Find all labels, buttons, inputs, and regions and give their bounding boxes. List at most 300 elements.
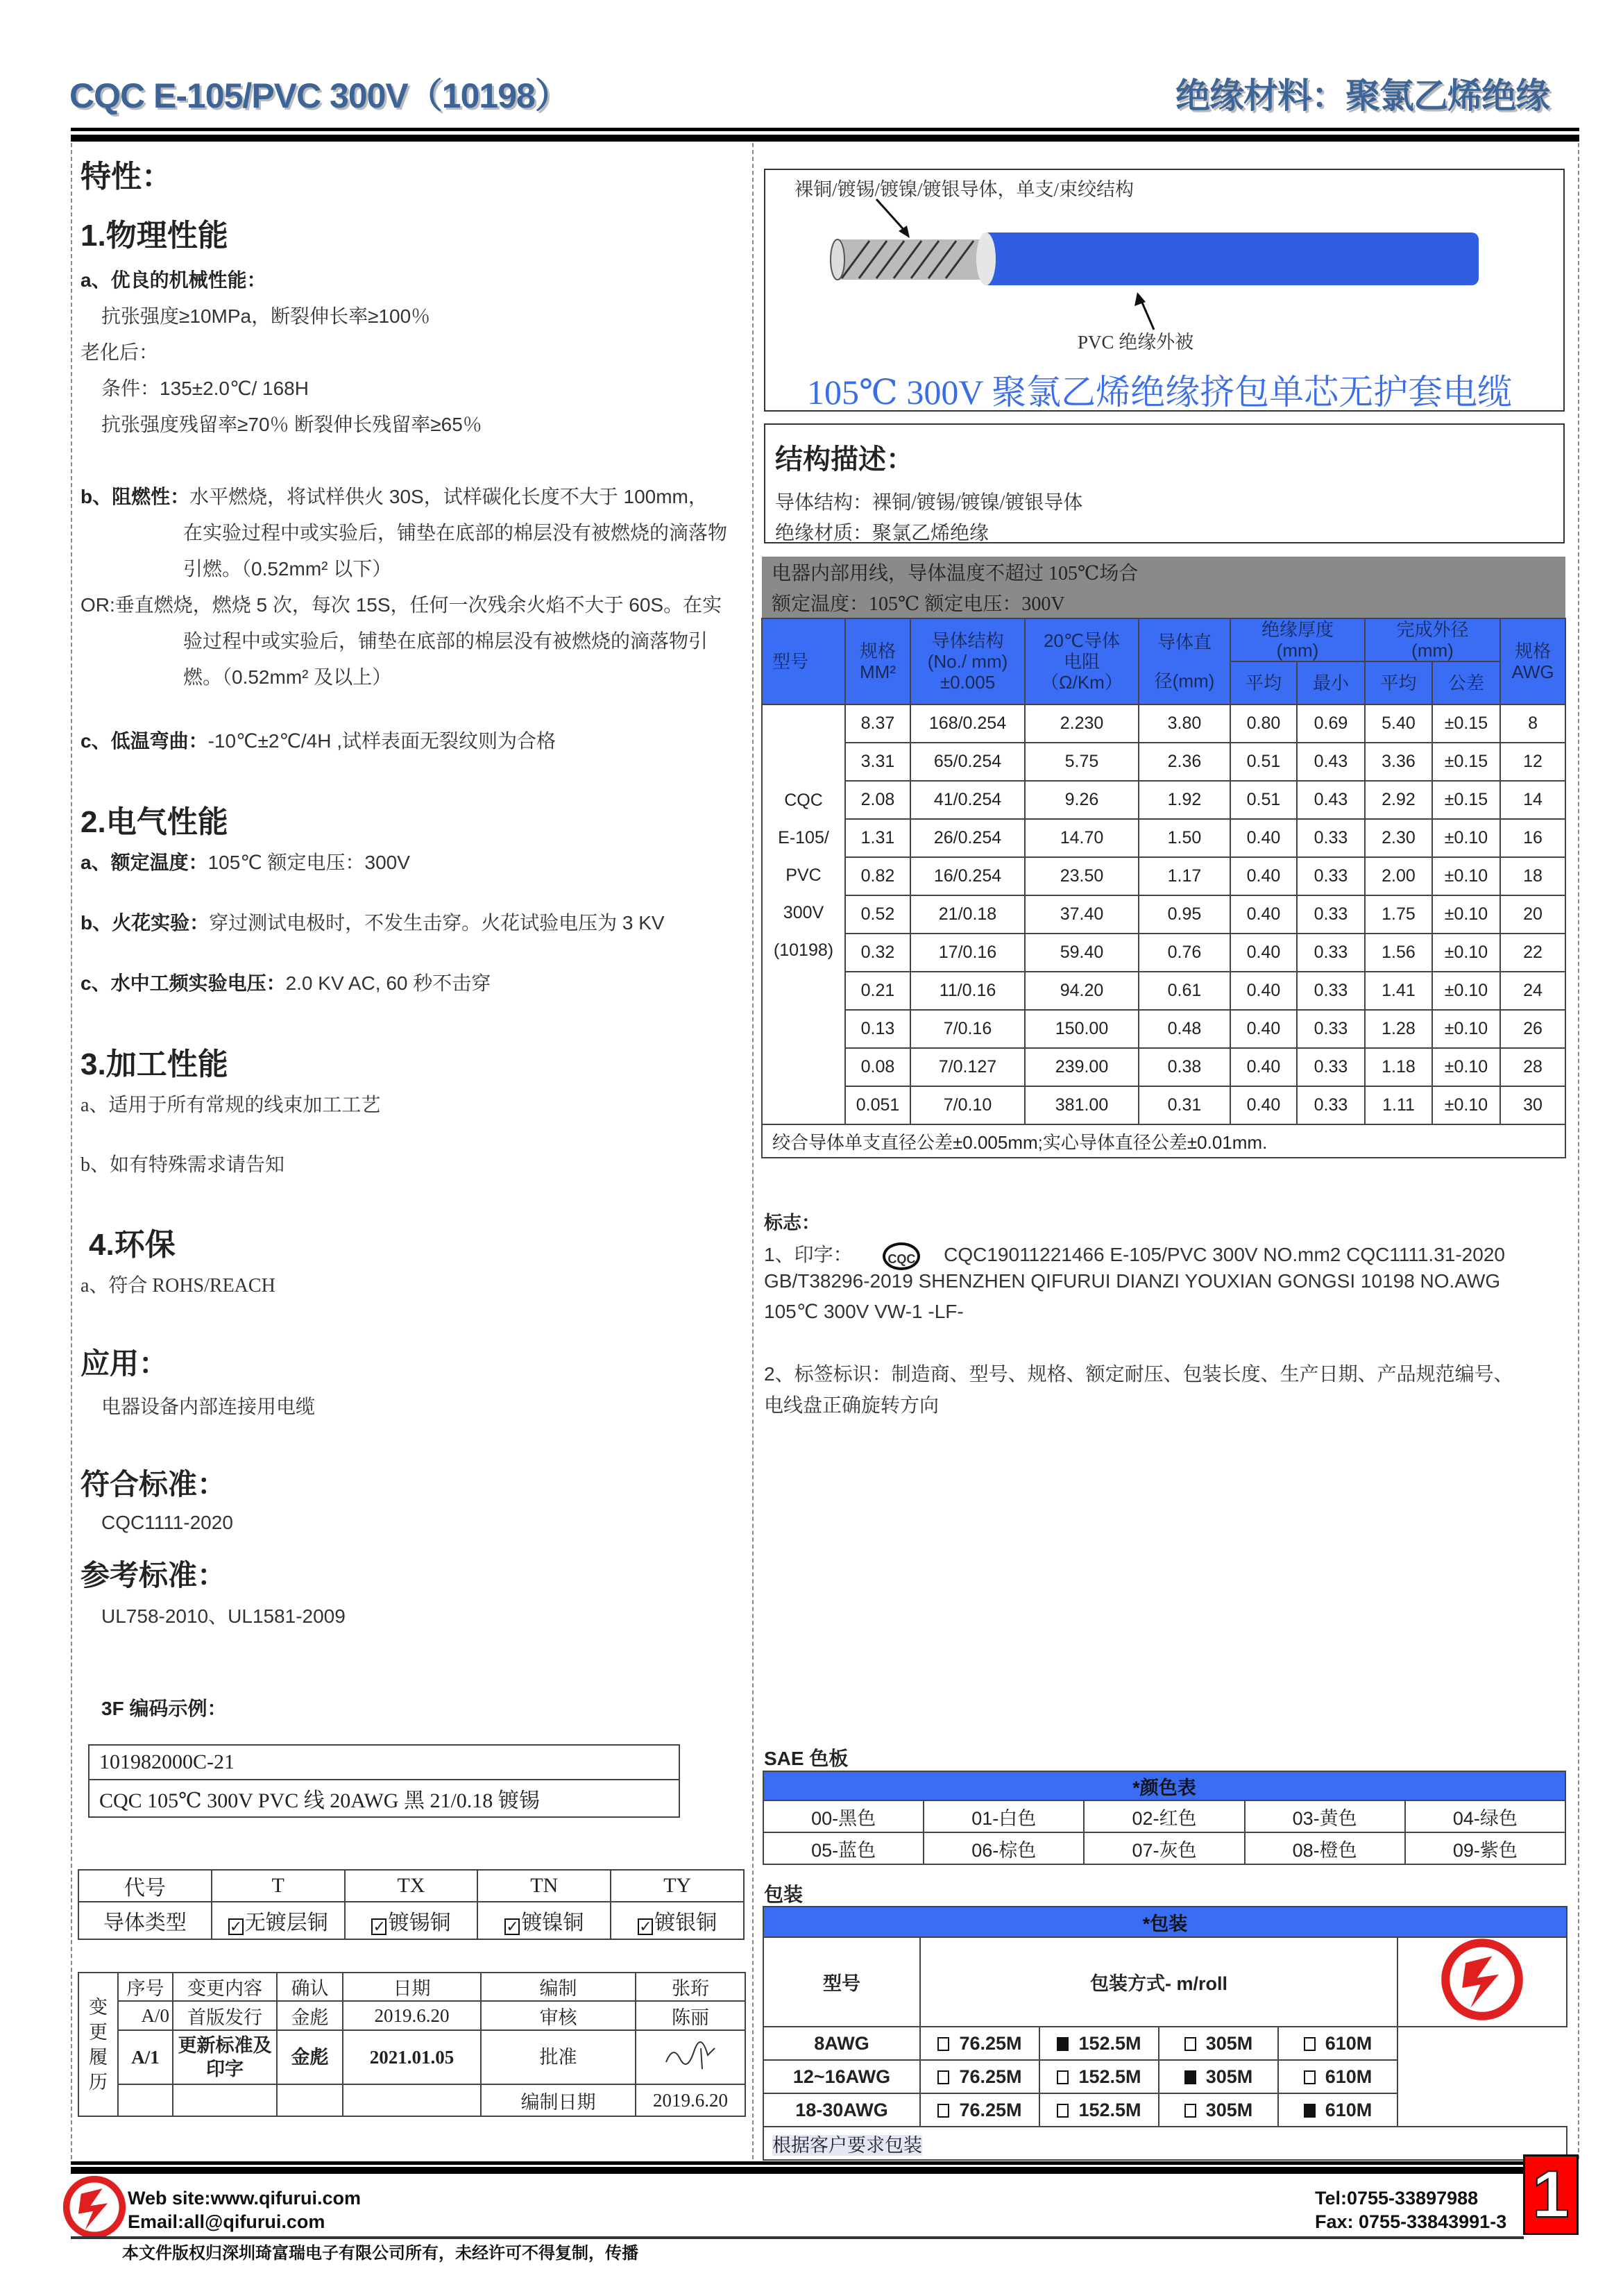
reference-text: UL758-2010、UL1581-2009 xyxy=(101,1605,346,1627)
packaging-length: 76.25M xyxy=(959,2032,1022,2054)
spec-cell: 2.36 xyxy=(1139,743,1230,781)
spec-row xyxy=(762,781,1565,819)
packaging-length: 610M xyxy=(1325,2066,1373,2087)
packaging-row xyxy=(763,2060,1567,2093)
revision-header-cell: 编制 xyxy=(481,1973,636,2001)
th-conductor xyxy=(910,618,1025,704)
spec-cell: 12 xyxy=(1500,743,1565,781)
spec-cell: 0.40 xyxy=(1230,857,1297,895)
model-line: PVC xyxy=(785,866,822,885)
spec-cell: ±0.10 xyxy=(1432,819,1500,857)
spec-cell: 239.00 xyxy=(1025,1048,1139,1086)
revision-cell: 2021.01.05 xyxy=(343,2030,481,2084)
spec-cell: 0.33 xyxy=(1297,1048,1365,1086)
cable-title: 105℃ 300V 聚氯乙烯绝缘挤包单芯无护套电缆 xyxy=(807,373,1513,412)
packaging-length: 76.25M xyxy=(959,2099,1022,2120)
model-line: E-105/ xyxy=(778,828,829,847)
packaging-length: 610M xyxy=(1325,2032,1373,2054)
spec-cell: 1.11 xyxy=(1365,1086,1432,1124)
th-dia-label2: 径(mm) xyxy=(1154,670,1215,691)
revision-cell: 金彪 xyxy=(277,2030,343,2084)
spec-row xyxy=(762,743,1565,781)
or-line3: 燃。（0.52mm² 及以上） xyxy=(183,666,392,688)
revision-header-cell: 变更内容 xyxy=(173,1973,277,2001)
model-line: 300V xyxy=(783,903,824,922)
water-label: c、水中工频实验电压： xyxy=(80,972,286,994)
packaging-table-header: *包装 xyxy=(763,1907,1567,1937)
spec-cell: 1.56 xyxy=(1365,934,1432,972)
packaging-length: 76.25M xyxy=(959,2066,1022,2087)
spec-cell: 0.33 xyxy=(1297,1086,1365,1124)
spec-cell: 0.80 xyxy=(1230,704,1297,743)
spec-cell: 7/0.10 xyxy=(910,1086,1025,1124)
checked-checkbox-icon: ✓ xyxy=(373,1918,386,1935)
packaging-model: 12~16AWG xyxy=(763,2060,920,2093)
spec-cell: 0.43 xyxy=(1297,781,1365,819)
spec-cell: 0.51 xyxy=(1230,781,1297,819)
label-line2: 电线盘正确旋转方向 xyxy=(764,1394,940,1416)
jacket-end xyxy=(976,233,996,285)
conductor-type-label: 镀银铜 xyxy=(654,1911,717,1934)
spec-cell: 0.52 xyxy=(845,895,910,934)
spec-cell: ±0.10 xyxy=(1432,1010,1500,1048)
footer-email[interactable]: Email:all@qifurui.com xyxy=(128,2211,325,2232)
color-table xyxy=(763,1771,1566,1865)
flame-label: b、阻燃性： xyxy=(80,486,190,507)
packaging-note xyxy=(763,2127,1567,2160)
spec-cell: 2.92 xyxy=(1365,781,1432,819)
env-a: a、符合 ROHS/REACH xyxy=(80,1275,275,1297)
spec-cell: 0.40 xyxy=(1230,1048,1297,1086)
spec-cell: 7/0.127 xyxy=(910,1048,1025,1086)
th-awg xyxy=(1500,618,1565,704)
colors-title: SAE 色板 xyxy=(764,1748,849,1769)
color-cell: 03-黄色 xyxy=(1245,1800,1405,1832)
checkbox-empty-icon xyxy=(937,2070,949,2084)
spec-row xyxy=(762,819,1565,857)
conductor-type-label: 无镀层铜 xyxy=(244,1911,328,1934)
spec-cell: 30 xyxy=(1500,1086,1565,1124)
spec-cell: 0.33 xyxy=(1297,895,1365,934)
revision-cell: 金彪 xyxy=(277,2001,343,2030)
mech-label: a、优良的机械性能： xyxy=(80,269,266,291)
footer-fax: Fax: 0755-33843991-3 xyxy=(1315,2211,1507,2232)
spec-cell: 1.31 xyxy=(845,819,910,857)
structure-insulation: 绝缘材质：聚氯乙烯绝缘 xyxy=(775,523,989,544)
revision-compile-date: 2019.6.20 xyxy=(636,2084,745,2116)
label-line1: 2、标签标识：制造商、型号、规格、额定耐压、包装长度、生产日期、产品规范编号、 xyxy=(764,1363,1513,1385)
rated-row xyxy=(80,847,410,875)
packaging-option xyxy=(1159,2027,1278,2060)
packaging-option xyxy=(1039,2060,1159,2093)
or-line2: 验过程中或实验后，铺垫在底部的棉层没有被燃烧的滴落物引 xyxy=(183,630,708,652)
color-cell: 00-黑色 xyxy=(763,1800,924,1832)
spec-cell: 18 xyxy=(1500,857,1565,895)
brand-logo-cell xyxy=(1397,1937,1567,2027)
footer-rule-thick xyxy=(71,2167,1524,2174)
aging-label: 老化后： xyxy=(80,341,159,363)
spec-cell: 150.00 xyxy=(1025,1010,1139,1048)
spec-cell: 0.38 xyxy=(1139,1048,1230,1086)
packaging-option xyxy=(1278,2060,1397,2093)
conductor-header-cell: T xyxy=(212,1870,345,1902)
spec-cell: ±0.15 xyxy=(1432,743,1500,781)
spec-row xyxy=(762,895,1565,934)
model-line: CQC xyxy=(784,791,823,810)
checkbox-empty-icon xyxy=(1057,2104,1069,2118)
code-description: CQC 105℃ 300V PVC 线 20AWG 黑 21/0.18 镀锡 xyxy=(89,1780,679,1817)
packaging-row xyxy=(763,2027,1567,2060)
cable-illustration-box xyxy=(764,169,1565,412)
spec-cell: 0.76 xyxy=(1139,934,1230,972)
conductor-label: 裸铜/镀锡/镀镍/镀银导体，单支/束绞结构 xyxy=(794,179,1135,200)
th-size-unit: MM² xyxy=(860,661,896,682)
th-size xyxy=(845,618,910,704)
packaging-length: 152.5M xyxy=(1078,2032,1141,2054)
spec-cell: 3.36 xyxy=(1365,743,1432,781)
rated-label: a、额定温度： xyxy=(80,852,208,873)
spec-row xyxy=(762,1086,1565,1124)
spec-cell: ±0.10 xyxy=(1432,1048,1500,1086)
checkbox-empty-icon xyxy=(1184,2037,1196,2051)
conductor-type-label: 镀镍铜 xyxy=(521,1911,584,1934)
packaging-option xyxy=(1278,2027,1397,2060)
spark-text: 穿过测试电极时，不发生击穿。火花试验电压为 3 KV xyxy=(209,912,665,934)
application-text: 电器设备内部连接用电缆 xyxy=(101,1396,316,1417)
spec-row xyxy=(762,857,1565,895)
spec-cell: 168/0.254 xyxy=(910,704,1025,743)
flame-row xyxy=(80,482,708,509)
signature xyxy=(636,2030,745,2084)
spec-cell: 26 xyxy=(1500,1010,1565,1048)
conductor-type-cell xyxy=(611,1902,744,1939)
water-text: 2.0 KV AC, 60 秒不击穿 xyxy=(285,972,491,994)
pack-col-model: 型号 xyxy=(763,1937,920,2027)
spec-cell: 2.230 xyxy=(1025,704,1139,743)
spec-cell: 0.33 xyxy=(1297,819,1365,857)
checkbox-empty-icon xyxy=(1304,2037,1316,2051)
spec-cell: 11/0.16 xyxy=(910,972,1025,1010)
packaging-length: 610M xyxy=(1325,2099,1373,2120)
packaging-option xyxy=(1159,2093,1278,2127)
spec-cell: 2.30 xyxy=(1365,819,1432,857)
th-diameter xyxy=(1139,618,1230,704)
spec-cell: 59.40 xyxy=(1025,934,1139,972)
conductor-arrow-head xyxy=(899,226,910,238)
spec-row xyxy=(762,934,1565,972)
revision-header-cell: 序号 xyxy=(118,1973,173,2001)
spark-row xyxy=(80,908,665,936)
spec-cell: 0.40 xyxy=(1230,972,1297,1010)
header-title: CQC E-105/PVC 300V（10198） xyxy=(69,76,569,115)
spec-cell: 0.08 xyxy=(845,1048,910,1086)
color-cell: 06-棕色 xyxy=(924,1832,1084,1864)
revision-side-label: 变更履历 xyxy=(78,1973,118,2116)
packaging-note-text: 根据客户要求包装 xyxy=(772,2134,922,2156)
spec-cell: 3.80 xyxy=(1139,704,1230,743)
conductor-header-cell: TN xyxy=(477,1870,611,1902)
spec-cell: ±0.10 xyxy=(1432,972,1500,1010)
spec-cell: 41/0.254 xyxy=(910,781,1025,819)
spec-cell: 21/0.18 xyxy=(910,895,1025,934)
color-cell: 05-蓝色 xyxy=(763,1832,924,1864)
revision-cell: 2019.6.20 xyxy=(343,2001,481,2030)
cqc-logo-icon: CQC xyxy=(883,1242,920,1270)
revision-empty-cell xyxy=(173,2084,277,2116)
th-ins-min: 最小 xyxy=(1297,661,1365,704)
signature-scribble xyxy=(659,2038,722,2073)
checkbox-empty-icon xyxy=(1057,2070,1069,2084)
spec-cell: ±0.10 xyxy=(1432,934,1500,972)
spec-cell: 0.13 xyxy=(845,1010,910,1048)
aging-condition: 条件：135±2.0℃/ 168H xyxy=(101,378,309,399)
spec-cell: 1.92 xyxy=(1139,781,1230,819)
packaging-title: 包装 xyxy=(764,1884,804,1905)
conductor-row-label: 导体类型 xyxy=(78,1902,212,1939)
spec-cell: 20 xyxy=(1500,895,1565,934)
th-res-unit: （Ω/Km） xyxy=(1041,672,1123,693)
revision-cell: A/1 xyxy=(118,2030,173,2084)
checkbox-empty-icon xyxy=(937,2104,949,2118)
revision-cell: 首版发行 xyxy=(173,2001,277,2030)
color-cell: 08-橙色 xyxy=(1245,1832,1405,1864)
th-size-label: 规格 xyxy=(859,641,896,661)
checked-checkbox-icon: ✓ xyxy=(639,1918,652,1935)
spec-cell: 14 xyxy=(1500,781,1565,819)
physical-title: 1.物理性能 xyxy=(80,219,228,253)
spec-cell: 0.40 xyxy=(1230,895,1297,934)
mech-line: 抗张强度≥10MPa，断裂伸长率≥100％ xyxy=(101,305,431,327)
color-cell: 07-灰色 xyxy=(1084,1832,1244,1864)
spec-row xyxy=(762,1048,1565,1086)
checkbox-checked-icon xyxy=(1304,2104,1316,2118)
th-ins-label: 绝缘厚度 xyxy=(1261,619,1334,640)
packaging-option xyxy=(1039,2027,1159,2060)
th-resistance xyxy=(1025,618,1139,704)
frame-left xyxy=(71,143,72,2159)
packaging-length: 305M xyxy=(1205,2099,1253,2120)
water-row xyxy=(80,968,491,996)
spec-cell: 14.70 xyxy=(1025,819,1139,857)
th-res-label2: 电阻 xyxy=(1063,651,1100,672)
spec-note: 绞合导体单支直径公差±0.005mm;实心导体直径公差±0.01mm. xyxy=(762,1124,1565,1158)
spec-cell: 0.69 xyxy=(1297,704,1365,743)
marking-print-line1: CQC19011221466 E-105/PVC 300V NO.mm2 CQC1111.31-2020 xyxy=(944,1244,1505,1265)
spec-cell: 5.75 xyxy=(1025,743,1139,781)
flame-line1: 水平燃烧，将试样供火 30S，试样碳化长度不大于 100mm， xyxy=(189,486,708,507)
th-insulation xyxy=(1230,618,1365,661)
rated-text: 105℃ 额定电压：300V xyxy=(207,852,410,873)
th-awg-label: 规格 xyxy=(1515,641,1552,661)
th-od-avg: 平均 xyxy=(1365,661,1432,704)
spec-cell: 37.40 xyxy=(1025,895,1139,934)
spec-cell: ±0.10 xyxy=(1432,857,1500,895)
spec-cell: 0.40 xyxy=(1230,1010,1297,1048)
frame-right xyxy=(1578,143,1579,2159)
packaging-model: 8AWG xyxy=(763,2027,920,2060)
spec-cell: 2.00 xyxy=(1365,857,1432,895)
spec-cell: 1.28 xyxy=(1365,1010,1432,1048)
conductor-type-cell xyxy=(477,1902,611,1939)
packaging-option xyxy=(1039,2093,1159,2127)
revision-cell: 批准 xyxy=(481,2030,636,2084)
color-cell: 04-绿色 xyxy=(1405,1800,1565,1832)
packaging-length: 305M xyxy=(1205,2066,1253,2087)
checkbox-checked-icon xyxy=(1184,2070,1196,2084)
spec-cell: 7/0.16 xyxy=(910,1010,1025,1048)
footer-logo-icon xyxy=(61,2174,128,2240)
spec-cell: 0.95 xyxy=(1139,895,1230,934)
spec-cell: 8.37 xyxy=(845,704,910,743)
spec-cell: ±0.15 xyxy=(1432,781,1500,819)
spec-cell: 26/0.254 xyxy=(910,819,1025,857)
reference-title: 参考标准： xyxy=(80,1559,227,1592)
th-ins-avg: 平均 xyxy=(1230,661,1297,704)
conductor-type-cell xyxy=(212,1902,345,1939)
spec-cell: 0.33 xyxy=(1297,934,1365,972)
spec-cell: 65/0.254 xyxy=(910,743,1025,781)
th-od xyxy=(1365,618,1500,661)
revision-cell: 审核 xyxy=(481,2001,636,2030)
spec-cell: 9.26 xyxy=(1025,781,1139,819)
spec-cell: 0.48 xyxy=(1139,1010,1230,1048)
conductor-header-cell: TY xyxy=(611,1870,744,1902)
packaging-length: 152.5M xyxy=(1078,2099,1141,2120)
column-divider xyxy=(752,143,754,2159)
cold-bend-row xyxy=(80,726,556,754)
spec-cell: 0.40 xyxy=(1230,819,1297,857)
conductor-type-table xyxy=(78,1869,745,1940)
standard-title: 符合标准： xyxy=(80,1468,227,1501)
marking-line1 xyxy=(764,1240,1505,1270)
marking-print-line2: GB/T38296-2019 SHENZHEN QIFURUI DIANZI YOUXIAN GONGSI 10198 NO.AWG xyxy=(764,1270,1501,1292)
spec-cell: 0.32 xyxy=(845,934,910,972)
spec-cell: 1.17 xyxy=(1139,857,1230,895)
pack-col-method: 包装方式- m/roll xyxy=(920,1937,1397,2027)
spec-row xyxy=(762,1010,1565,1048)
spec-cell: 0.40 xyxy=(1230,934,1297,972)
th-od-tol: 公差 xyxy=(1432,661,1500,704)
th-ins-unit: (mm) xyxy=(1276,640,1319,661)
conductor-header-cell: TX xyxy=(345,1870,478,1902)
footer-tel: Tel:0755-33897988 xyxy=(1315,2188,1479,2209)
revision-empty-cell xyxy=(118,2084,173,2116)
spec-cell: 28 xyxy=(1500,1048,1565,1086)
revision-compile-date-label: 编制日期 xyxy=(481,2084,636,2116)
packaging-length: 305M xyxy=(1205,2032,1253,2054)
th-cond-tol: ±0.005 xyxy=(940,672,996,693)
th-dia-label: 导体直 xyxy=(1157,632,1212,652)
structure-box xyxy=(764,423,1565,543)
th-res-label: 20℃导体 xyxy=(1043,630,1121,651)
features-title: 特性： xyxy=(80,160,172,194)
packaging-table xyxy=(763,1906,1567,2161)
spec-cell: ±0.15 xyxy=(1432,704,1500,743)
spec-cell: 22 xyxy=(1500,934,1565,972)
packaging-option xyxy=(920,2027,1039,2060)
spec-table xyxy=(761,557,1566,1158)
header-material: 绝缘材料：聚氯乙烯绝缘 xyxy=(1175,76,1549,115)
aging-line: 抗张强度残留率≥70％ 断裂伸长残留率≥65％ xyxy=(101,414,482,435)
checked-checkbox-icon: ✓ xyxy=(229,1918,243,1935)
structure-conductor: 导体结构：裸铜/镀锡/镀镍/镀银导体 xyxy=(775,492,1083,514)
spec-cell: ±0.10 xyxy=(1432,895,1500,934)
spec-row xyxy=(762,972,1565,1010)
spec-cell: 0.051 xyxy=(845,1086,910,1124)
revision-cell: 陈丽 xyxy=(636,2001,745,2030)
standard-text: CQC1111-2020 xyxy=(101,1512,233,1533)
jacket-arrow-head xyxy=(1135,292,1146,306)
code-example-table xyxy=(88,1744,680,1818)
structure-title: 结构描述： xyxy=(775,444,914,475)
spec-info2: 额定温度：105℃ 额定电压：300V xyxy=(762,587,1565,618)
page-number: 1 xyxy=(1523,2154,1579,2235)
cold-bend-label: c、低温弯曲： xyxy=(80,730,208,752)
revision-cell: A/0 xyxy=(118,2001,173,2030)
spec-row xyxy=(762,704,1565,743)
spec-cell: 0.82 xyxy=(845,857,910,895)
spec-cell: 0.33 xyxy=(1297,972,1365,1010)
footer-website[interactable]: Web site:www.qifurui.com xyxy=(128,2188,362,2209)
color-table-header: *颜色表 xyxy=(763,1771,1565,1800)
packaging-option xyxy=(1159,2060,1278,2093)
packaging-model: 18-30AWG xyxy=(763,2093,920,2127)
spec-cell: 1.50 xyxy=(1139,819,1230,857)
spec-cell: 23.50 xyxy=(1025,857,1139,895)
spec-cell: 0.33 xyxy=(1297,1010,1365,1048)
revision-header-cell: 确认 xyxy=(277,1973,343,2001)
revision-history-table xyxy=(78,1972,746,2117)
th-awg-unit: AWG xyxy=(1511,661,1554,682)
header-rule xyxy=(71,128,1579,131)
spec-cell: ±0.10 xyxy=(1432,1086,1500,1124)
application-title: 应用： xyxy=(80,1347,169,1380)
checkbox-empty-icon xyxy=(1304,2070,1316,2084)
header-rule-thick xyxy=(71,135,1579,142)
env-title: 4.环保 xyxy=(89,1228,176,1262)
spec-cell: 2.08 xyxy=(845,781,910,819)
checkbox-empty-icon xyxy=(1184,2104,1196,2118)
color-cell: 09-紫色 xyxy=(1405,1832,1565,1864)
packaging-option xyxy=(1278,2093,1397,2127)
spec-cell: 16 xyxy=(1500,819,1565,857)
th-cond-label: 导体结构 xyxy=(931,630,1004,651)
processing-b: b、如有特殊需求请告知 xyxy=(80,1154,285,1176)
th-od-label: 完成外径 xyxy=(1396,619,1469,640)
spec-cell: 381.00 xyxy=(1025,1086,1139,1124)
jacket-label: PVC 绝缘外被 xyxy=(1078,332,1194,353)
revision-header-cell: 日期 xyxy=(343,1973,481,2001)
revision-cell: 更新标准及印字 xyxy=(173,2030,277,2084)
spec-cell: 0.21 xyxy=(845,972,910,1010)
spec-cell: 0.31 xyxy=(1139,1086,1230,1124)
checked-checkbox-icon: ✓ xyxy=(506,1918,519,1935)
or-line1: OR:垂直燃烧，燃烧 5 次，每次 15S，任何一次残余火焰不大于 60S。在实 xyxy=(80,594,722,616)
packaging-length: 152.5M xyxy=(1078,2066,1141,2087)
conductor-type-label: 镀锡铜 xyxy=(388,1911,451,1934)
spec-cell: 1.41 xyxy=(1365,972,1432,1010)
spec-cell: 0.33 xyxy=(1297,857,1365,895)
spec-cell: 0.61 xyxy=(1139,972,1230,1010)
packaging-option xyxy=(920,2060,1039,2093)
color-cell: 02-红色 xyxy=(1084,1800,1244,1832)
flame-line2: 在实验过程中或实验后，铺垫在底部的棉层没有被燃烧的滴落物 xyxy=(183,522,728,543)
processing-a: a、适用于所有常规的线束加工工艺 xyxy=(80,1095,381,1116)
spec-cell: 24 xyxy=(1500,972,1565,1010)
flame-line3: 引燃。（0.52mm² 以下） xyxy=(183,558,392,580)
spec-cell: 5.40 xyxy=(1365,704,1432,743)
electrical-title: 2.电气性能 xyxy=(80,805,228,839)
